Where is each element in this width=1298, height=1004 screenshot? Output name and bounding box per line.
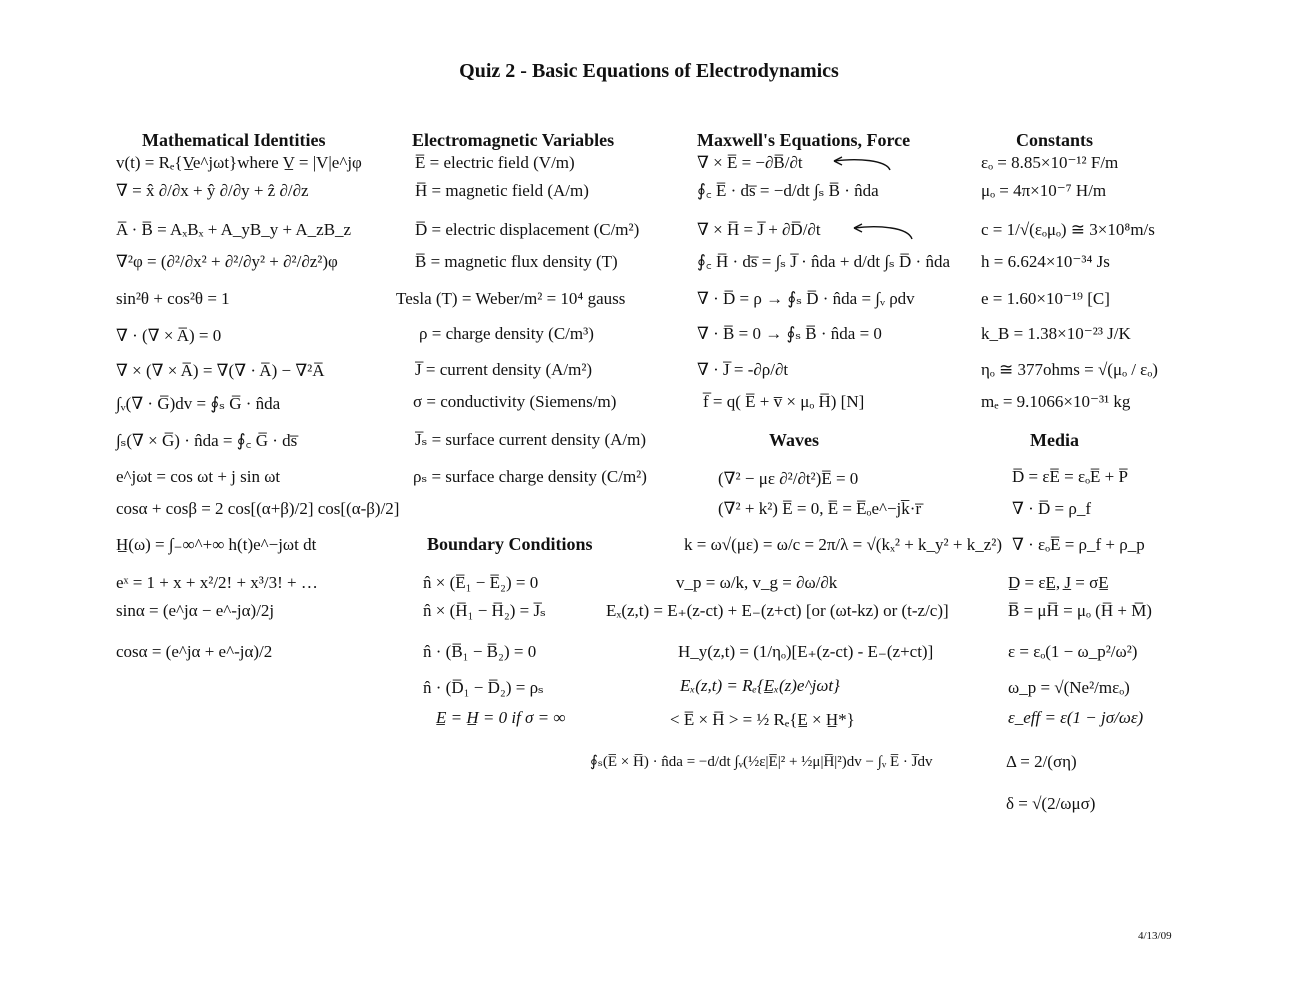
media-relation: ε_eff = ε(1 − jσ/ωε)	[1008, 708, 1144, 727]
em-variable: D̅ = electric displacement (C/m²)	[415, 220, 640, 239]
constant: ηₒ ≅ 377ohms = √(μₒ / εₒ)	[981, 360, 1158, 379]
em-variable: B̅ = magnetic flux density (T)	[415, 252, 618, 271]
poynting-theorem: ∮ₛ(E̅ × H̅) · n̂da = −d/dt ∫ᵥ(½ε|E̅|² + ½μ|H̅|²)dv − ∫ᵥ E̅ · J̅dv	[590, 754, 933, 770]
em-variable: ρₛ = surface charge density (C/m²)	[413, 467, 647, 486]
constant: mₑ = 9.1066×10⁻³¹ kg	[981, 392, 1131, 411]
header-media: Media	[1030, 430, 1079, 450]
wave-equation: Eₓ(z,t) = Rₑ{E̲ₓ(z)e^jωt}	[680, 676, 840, 695]
maxwell-equation: f̅ = q( E̅ + v̅ × μₒ H̅) [N]	[703, 392, 865, 411]
media-relation: D̅ = εE̅ = εₒE̅ + P̅	[1012, 467, 1128, 486]
wave-equation: H_y(z,t) = (1/ηₒ)[E₊(z-ct) - E₋(z+ct)]	[678, 642, 934, 661]
math-identity: e^jωt = cos ωt + j sin ωt	[116, 467, 281, 486]
wave-equation: < E̅ × H̅ > = ½ Rₑ{E̲ × H̲*}	[670, 710, 855, 729]
media-relation: Δ = 2/(ση)	[1006, 752, 1077, 771]
math-identity: ∇ = x̂ ∂/∂x + ŷ ∂/∂y + ẑ ∂/∂z	[116, 181, 309, 200]
wave-equation: Eₓ(z,t) = E₊(z-ct) + E₋(z+ct) [or (ωt-kz) or (t-z/c)]	[606, 601, 949, 620]
boundary-condition: n̂ × (H̅₁ − H̅₂) = J̅ₛ	[423, 601, 546, 620]
maxwell-equation: ∇ × E̅ = −∂B̅/∂t	[697, 153, 803, 172]
maxwell-equation: ∮꜀ E̅ · ds̅ = −d/dt ∫ₛ B̅ · n̂da	[697, 181, 879, 200]
boundary-condition: E̲ = H̲ = 0 if σ = ∞	[436, 708, 566, 727]
em-variable: J̅ = current density (A/m²)	[415, 360, 593, 379]
math-identity: cosα = (e^jα + e^-jα)/2	[116, 642, 273, 661]
em-variable: σ = conductivity (Siemens/m)	[413, 392, 617, 411]
em-variable: E̅ = electric field (V/m)	[415, 153, 575, 172]
curved-arrow-icon	[848, 219, 920, 249]
maxwell-equation: ∇ · D̅ = ρ → ∮ₛ D̅ · n̂da = ∫ᵥ ρdv	[697, 289, 915, 308]
math-identity: sinα = (e^jα − e^-jα)/2j	[116, 601, 275, 620]
media-relation: D̲ = εE̲, J̲ = σE̲	[1008, 573, 1109, 592]
constant: h = 6.624×10⁻³⁴ Js	[981, 252, 1110, 271]
maxwell-equation: ∮꜀ H̅ · ds̅ = ∫ₛ J̅ · n̂da + d/dt ∫ₛ D̅ · n̂da	[697, 252, 950, 271]
header-maxwell: Maxwell's Equations, Force	[697, 130, 911, 150]
header-waves: Waves	[769, 430, 820, 450]
curved-arrow-icon	[828, 152, 900, 182]
wave-equation: (∇² + k²) E̅ = 0, E̅ = E̅ₒe^−jk̅·r̅	[718, 499, 922, 518]
math-identity: ∇²φ = (∂²/∂x² + ∂²/∂y² + ∂²/∂z²)φ	[116, 252, 338, 271]
maxwell-equation: ∇ × H̅ = J̅ + ∂D̅/∂t	[697, 220, 821, 239]
page-title: Quiz 2 - Basic Equations of Electrodynamics	[459, 60, 839, 82]
math-identity: eˣ = 1 + x + x²/2! + x³/3! + …	[116, 573, 318, 592]
math-identity: v(t) = Rₑ{V̲e^jωt}where V̲ = |V|e^jφ	[116, 153, 362, 172]
em-variable: J̅ₛ = surface current density (A/m)	[415, 430, 647, 449]
math-identity: sin²θ + cos²θ = 1	[116, 289, 230, 308]
media-relation: ∇ · D̅ = ρ_f	[1012, 499, 1092, 518]
wave-equation: k = ω√(με) = ω/c = 2π/λ = √(kₓ² + k_y² + k_z²)	[684, 535, 1003, 554]
constant: εₒ = 8.85×10⁻¹² F/m	[981, 153, 1119, 172]
wave-equation: v_p = ω/k, v_g = ∂ω/∂k	[676, 573, 838, 592]
constant: c = 1/√(εₒμₒ) ≅ 3×10⁸m/s	[981, 220, 1155, 239]
wave-equation: (∇² − με ∂²/∂t²)E̅ = 0	[718, 469, 859, 488]
page-date: 4/13/09	[1138, 930, 1172, 942]
media-relation: B̅ = μH̅ = μₒ (H̅ + M̅)	[1008, 601, 1152, 620]
math-identity: H̲(ω) = ∫₋∞^+∞ h(t)e^−jωt dt	[116, 535, 317, 554]
maxwell-equation: ∇ · B̅ = 0 → ∮ₛ B̅ · n̂da = 0	[697, 324, 882, 343]
em-variable: H̅ = magnetic field (A/m)	[415, 181, 589, 200]
em-variable: Tesla (T) = Weber/m² = 10⁴ gauss	[396, 289, 626, 308]
math-identity: ∇ · (∇ × A̅) = 0	[116, 326, 222, 345]
boundary-condition: n̂ · (D̅₁ − D̅₂) = ρₛ	[423, 678, 544, 697]
media-relation: ω_p = √(Ne²/mεₒ)	[1008, 678, 1130, 697]
math-identity: ∇ × (∇ × A̅) = ∇(∇ · A̅) − ∇²A̅	[116, 361, 325, 380]
media-relation: ε = εₒ(1 − ω_p²/ω²)	[1008, 642, 1138, 661]
math-identity: ∫ₛ(∇ × G̅) · n̂da = ∮꜀ G̅ · ds̅	[116, 431, 298, 450]
constant: k_B = 1.38×10⁻²³ J/K	[981, 324, 1131, 343]
header-constants: Constants	[1016, 130, 1094, 150]
math-identity: A̅ · B̅ = AₓBₓ + A_yB_y + A_zB_z	[116, 220, 352, 239]
header-math-identities: Mathematical Identities	[142, 130, 326, 150]
media-relation: δ = √(2/ωμσ)	[1006, 794, 1096, 813]
maxwell-equation: ∇ · J̅ = -∂ρ/∂t	[697, 360, 789, 379]
math-identity: cosα + cosβ = 2 cos[(α+β)/2] cos[(α-β)/2]	[116, 499, 400, 518]
boundary-condition: n̂ · (B̅₁ − B̅₂) = 0	[423, 642, 537, 661]
media-relation: ∇ · εₒE̅ = ρ_f + ρ_p	[1012, 535, 1145, 554]
constant: e = 1.60×10⁻¹⁹ [C]	[981, 289, 1110, 308]
boundary-condition: n̂ × (E̅₁ − E̅₂) = 0	[423, 573, 539, 592]
header-boundary-conditions: Boundary Conditions	[427, 534, 593, 554]
math-identity: ∫ᵥ(∇ · G̅)dv = ∮ₛ G̅ · n̂da	[116, 394, 281, 413]
constant: μₒ = 4π×10⁻⁷ H/m	[981, 181, 1107, 200]
em-variable: ρ = charge density (C/m³)	[419, 324, 594, 343]
header-em-variables: Electromagnetic Variables	[412, 130, 615, 150]
